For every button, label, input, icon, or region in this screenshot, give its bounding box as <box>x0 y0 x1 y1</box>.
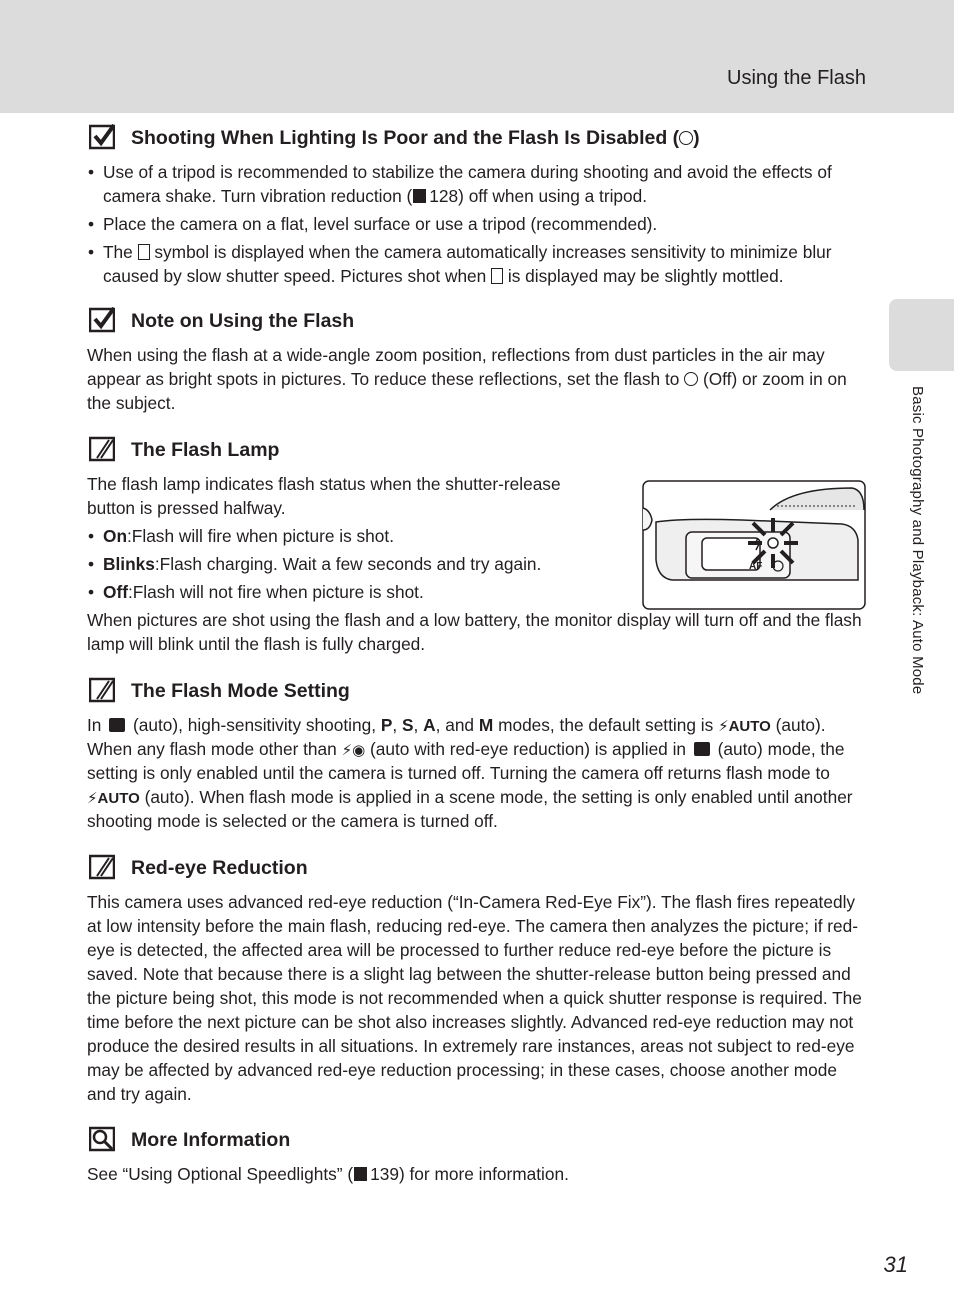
pencil-note-icon <box>89 854 115 880</box>
flash-auto-icon: ⚡AUTO <box>718 718 771 735</box>
list-item: • Blinks:Flash charging. Wait a few seconds and try again. <box>87 552 867 576</box>
iso-symbol-icon <box>138 244 150 260</box>
flash-lamp-outro <box>87 608 867 656</box>
paragraph: In (auto), high-sensitivity shooting, P, S, A, and M modes, the default setting is ⚡AUTO (auto). When any flash mode other than ⚡◉ (auto with red-eye reduction) is applied in (auto) mode, the setting is only enabled until the camera is turned off. Turning the camera off returns flash mode to ⚡AUTO (auto). When flash mode is applied in a scene mode, the setting is only enabled until another shooting mode is selected or the camera is turned off. <box>87 715 853 831</box>
checkmark-icon <box>89 307 115 333</box>
iso-symbol-icon <box>491 268 503 284</box>
list-item: • The symbol is displayed when the camera automatically increases sensitivity to minimize blur caused by slow shutter speed. Pictures shot when is displayed may be slightly mottled. <box>87 240 867 288</box>
flash-lamp-camera-illustration <box>642 480 866 610</box>
paragraph: This camera uses advanced red-eye reduction (“In-Camera Red-Eye Fix”). The flash fires repeatedly at low intensity before the main flash, reducing red-eye. The camera then analyzes the picture; if red-eye is detected, the affected area will be processed to further reduce red-eye before the picture is saved. Note that because there is a slight lag between the shutter-release button being pressed and the picture being shot, this mode is not recommended when a quick shutter response is required. The time before the next picture can be shot also increases slightly. Advanced red-eye reduction may not produce the desired results in all situations. In extremely rare instances, areas not subject to red-eye may be affected by advanced red-eye reduction processing; in these cases, choose another mode and try again. <box>87 892 862 1104</box>
section-title: Shooting When Lighting Is Poor and the Flash Is Disabled ( ) <box>131 127 700 149</box>
section-red-eye <box>87 854 867 1106</box>
paragraph: When pictures are shot using the flash and a low battery, the monitor display will turn off and the flash lamp will blink until the flash is fully charged. <box>87 610 862 654</box>
section-title: More Information <box>131 1129 291 1151</box>
page-number: 31 <box>883 1252 908 1277</box>
paragraph: When using the flash at a wide-angle zoom position, reflections from dust particles in the air may appear as bright spots in pictures. To reduce these reflections, set the flash to (Off) or zoom in on the subject. <box>87 345 847 413</box>
section-title: The Flash Lamp <box>131 439 280 461</box>
section-more-info <box>87 1126 867 1186</box>
flash-auto-icon: ⚡AUTO <box>87 790 140 807</box>
flash-red-eye-icon: ⚡◉ <box>341 742 366 759</box>
list-item: • Off:Flash will not fire when picture is shot. <box>87 580 867 604</box>
section-title: The Flash Mode Setting <box>131 680 350 702</box>
paragraph: See “Using Optional Speedlights” ( 139) for more information. <box>87 1164 569 1184</box>
pencil-note-icon <box>89 677 115 703</box>
list-item: • Place the camera on a flat, level surface or use a tripod (recommended). <box>87 212 867 236</box>
auto-mode-camera-icon <box>694 742 710 756</box>
paragraph: The flash lamp indicates flash status when the shutter-release button is pressed halfway. <box>87 474 561 518</box>
flash-off-icon <box>679 131 693 145</box>
bullet-list <box>87 160 867 288</box>
af-label: AF <box>749 561 763 572</box>
checkmark-icon <box>89 124 115 150</box>
section-low-light <box>87 124 867 292</box>
section-note-flash <box>87 307 867 415</box>
pencil-note-icon <box>89 436 115 462</box>
page-reference-link[interactable]: 139 <box>370 1164 399 1184</box>
chapter-tab <box>889 299 954 371</box>
flash-off-icon <box>684 372 698 386</box>
running-header-title: Using the Flash <box>727 67 866 89</box>
chapter-tab-label: Basic Photography and Playback: Auto Mode <box>909 386 926 695</box>
reference-page-icon <box>354 1167 367 1181</box>
list-item: • On:Flash will fire when picture is shot. <box>87 524 867 548</box>
section-title: Red-eye Reduction <box>131 857 308 879</box>
list-item: • Use of a tripod is recommended to stabilize the camera during shooting and avoid the effects of camera shake. Turn vibration reduction ( 128) off when using a tripod. <box>87 160 867 208</box>
section-flash-mode <box>87 677 867 833</box>
section-title: Note on Using the Flash <box>131 310 355 332</box>
auto-mode-camera-icon <box>109 718 125 732</box>
header-band <box>0 0 954 113</box>
reference-page-icon <box>413 189 426 203</box>
magnifier-info-icon <box>89 1126 115 1152</box>
